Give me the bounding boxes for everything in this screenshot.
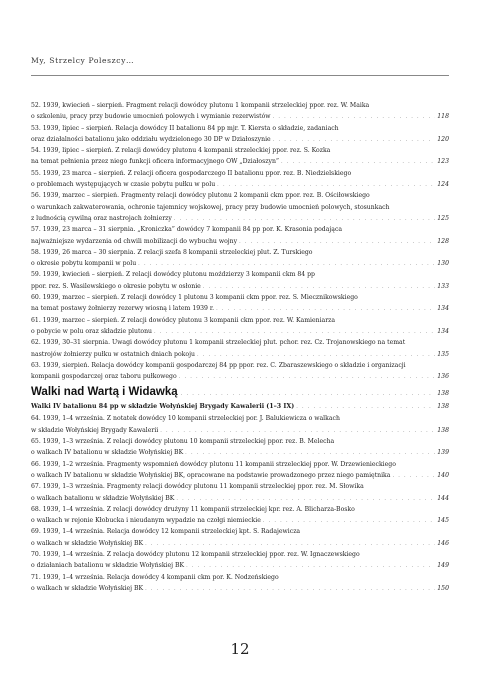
- toc-entry-text: 57. 1939, 23 marca – 31 sierpnia. „Kroniczka” dowódcy 7 kompanii 84 pp por. K. Krasonia podająca: [31, 226, 343, 234]
- toc-entry-text: 63. 1939, sierpień. Relacja dowódcy kompanii gospodarczej 84 pp ppor. rez. C. Zbaraszewskiego o składzie i organizacji: [31, 361, 406, 369]
- toc-entry-text: o walkach IV batalionu w składzie Wołyńskiej BK, opracowane na podstawie prowadzonego przez niego pamiętnika: [31, 471, 391, 479]
- subsection-title: Walki IV batalionu 84 pp w składzie Wołyńskiej Brygady Kawalerii (1–3 IX): [31, 403, 295, 411]
- toc-entry-text: 54. 1939, lipiec – sierpień. Z relacji dowódcy plutonu 4 kompanii strzeleckiej ppor. rez. S. Kozka: [31, 147, 331, 155]
- toc-entry-text: o pobycie w polu oraz składzie plutonu: [31, 327, 153, 335]
- table-of-contents: [31, 100, 449, 594]
- toc-entry-line: [31, 583, 449, 594]
- dot-leader: [186, 561, 435, 571]
- toc-entry-line: [31, 560, 449, 571]
- toc-entry-text: z ludnością cywilną oraz nastrojach żołnierzy: [31, 214, 172, 222]
- toc-entry-line: [31, 292, 449, 303]
- toc-entry-line: [31, 111, 449, 122]
- toc-entry-text: 70. 1939, 1–4 września. Z relacja dowódcy plutonu 12 kompanii strzeleckiej ppor. rez. W. Ignaczewskiego: [31, 550, 360, 558]
- header-rule: [31, 75, 449, 76]
- toc-entry-page: 123: [437, 158, 449, 166]
- dot-leader: [145, 539, 435, 549]
- page-number: 12: [230, 640, 250, 658]
- toc-entry-text: najważniejsze wydarzenia od chwili mobilizacji do wybuchu wojny: [31, 237, 238, 245]
- toc-entry-page: 136: [437, 373, 449, 381]
- toc-entry-text: 71. 1939, 1–4 września. Relacja dowódcy 4 kompanii ckm por. K. Nodzeńskiego: [31, 573, 279, 581]
- toc-entry-text: o walkach w składzie Wołyńskiej BK: [31, 539, 144, 547]
- dot-leader: [273, 112, 436, 122]
- toc-entry-text: o walkach w rejonie Kłobucka i nieudanym wypadzie na czołgi niemieckie: [31, 517, 261, 525]
- toc-entry-line: [31, 447, 449, 458]
- toc-entry-line: [31, 337, 449, 348]
- toc-entry-line: [31, 269, 449, 280]
- dot-leader: [263, 516, 435, 526]
- dot-leader: [176, 494, 435, 504]
- toc-entry-page: 145: [437, 517, 449, 525]
- toc-entry-line: [31, 515, 449, 526]
- toc-entry-text: ppor. rez. S. Wasilewskiego o okresie pobytu w osłonie: [31, 282, 201, 290]
- subsection-heading: [31, 401, 449, 413]
- toc-entry-page: 149: [437, 562, 449, 570]
- toc-entry-text: 68. 1939, 1–4 września. Z relacji dowódcy drużyny 11 kompanii strzeleckiej kpr. rez. A. Blicharza-Bosko: [31, 505, 355, 513]
- toc-entry-text: 62. 1939, 30–31 sierpnia. Uwagi dowódcy plutonu 1 kompanii strzeleckiej plut. pchor. rez. Cz. Trojanowskiego na temat: [31, 339, 406, 347]
- toc-entry-text: 66. 1939, 1–2 września. Fragmenty wspomnień dowódcy plutonu 11 kompanii strzeleckiej ppor. W. Drzewienieckiego: [31, 460, 396, 468]
- dot-leader: [154, 327, 435, 337]
- toc-entry-text: o walkach IV batalionu w składzie Wołyńskiej BK: [31, 449, 184, 457]
- toc-entry-page: 135: [437, 350, 449, 358]
- dot-leader: [216, 304, 435, 314]
- toc-entry-page: 118: [437, 113, 449, 121]
- toc-entry-line: [31, 168, 449, 179]
- toc-entry-page: 128: [437, 237, 449, 245]
- dot-leader: [138, 259, 435, 269]
- toc-entry-text: 61. 1939, marzec – sierpień. Z relacji dowódcy plutonu 3 kompanii ckm ppor. rez. W. Kamieniarza: [31, 316, 336, 324]
- toc-entry-text: 64. 1939, 1–4 września. Z notatek dowódcy 10 kompanii strzeleckiej por. J. Balukiewicza o walkach: [31, 415, 340, 423]
- toc-entry-line: [31, 303, 449, 314]
- toc-entry-line: [31, 100, 449, 111]
- toc-entry-line: [31, 493, 449, 504]
- toc-entry-page: 133: [437, 282, 449, 290]
- toc-entries-group-b: [31, 413, 449, 594]
- dot-leader: [185, 448, 435, 458]
- toc-entry-line: [31, 123, 449, 134]
- toc-entry-text: o walkach w składzie Wołyńskiej BK: [31, 584, 144, 592]
- toc-entry-page: 150: [437, 584, 449, 592]
- dot-leader: [217, 180, 435, 190]
- toc-entry-text: 67. 1939, 1–3 września. Fragmenty relacji dowódcy plutonu 11 kompanii strzeleckiej ppor. rez. M. Słowika: [31, 483, 364, 491]
- running-head: My, Strzelcy Poleszcy…: [31, 56, 135, 65]
- toc-entry-text: nastrojów żołnierzy pułku w ostatnich dniach pokoju: [31, 350, 195, 358]
- toc-entry-line: [31, 470, 449, 481]
- toc-entry-text: 53. 1939, lipiec – sierpień. Relacja dowódcy II batalionu 84 pp mjr. T. Kiersta o składzie, zadaniach: [31, 124, 339, 132]
- toc-entry-line: [31, 145, 449, 156]
- toc-entry-line: [31, 179, 449, 190]
- toc-entry-line: [31, 202, 449, 213]
- toc-entry-text: 58. 1939, 26 marca – 30 sierpnia. Z relacji szefa 8 kompanii strzeleckiej plut. Z. Turskiego: [31, 248, 313, 256]
- toc-entry-line: [31, 360, 449, 371]
- toc-entry-text: na temat pełnienia przez niego funkcji oficera informacyjnego OW „Działoszyn”: [31, 158, 280, 166]
- toc-entry-text: 55. 1939, 23 marca – sierpień. Z relacji oficera gospodarczego II batalionu ppor. rez. B. Niedzielskiego: [31, 169, 352, 177]
- toc-entry-line: [31, 224, 449, 235]
- toc-entry-page: 125: [437, 214, 449, 222]
- toc-entry-line: [31, 134, 449, 145]
- toc-entry-line: [31, 236, 449, 247]
- toc-entry-line: [31, 156, 449, 167]
- toc-entry-line: [31, 526, 449, 537]
- toc-entry-text: 69. 1939, 1–4 września. Relacja dowódcy 12 kompanii strzeleckiej kpt. S. Radajewicza: [31, 528, 301, 536]
- toc-entry-text: o walkach batalionu w składzie Wołyńskiej BK: [31, 494, 175, 502]
- section-page: 138: [437, 390, 449, 398]
- toc-entry-page: 134: [437, 327, 449, 335]
- dot-leader: [392, 471, 435, 481]
- toc-entry-text: w składzie Wołyńskiej Brygady Kawalerii: [31, 426, 159, 434]
- toc-entry-line: [31, 549, 449, 560]
- toc-entry-line: [31, 504, 449, 515]
- toc-entry-line: [31, 315, 449, 326]
- toc-entry-page: 124: [437, 181, 449, 189]
- dot-leader: [181, 386, 435, 401]
- toc-entry-page: 134: [437, 305, 449, 313]
- dot-leader: [145, 584, 435, 594]
- dot-leader: [239, 237, 435, 247]
- toc-entry-page: 140: [437, 471, 449, 479]
- toc-entry-text: na temat postawy żołnierzy rezerwy wiosną i latem 1939 r.: [31, 305, 215, 313]
- toc-entry-line: [31, 538, 449, 549]
- dot-leader: [160, 426, 435, 436]
- toc-entry-line: [31, 459, 449, 470]
- toc-entry-line: [31, 572, 449, 583]
- toc-entry-text: kompanii gospodarczej oraz taboru pułkowego: [31, 373, 177, 381]
- toc-entry-line: [31, 326, 449, 337]
- toc-entry-text: o warunkach zakwaterowania, ochronie tajemnicy wojskowej, pracy przy budowie umocnień polowych, stosunkach: [31, 203, 390, 211]
- dot-leader: [273, 135, 436, 145]
- dot-leader: [197, 350, 435, 360]
- toc-entry-line: [31, 281, 449, 292]
- toc-entry-line: [31, 349, 449, 360]
- section-title: Walki nad Wartą i Widawką: [31, 386, 178, 399]
- toc-entry-text: o problemach występujących w czasie pobytu pułku w polu: [31, 181, 216, 189]
- dot-leader: [174, 214, 435, 224]
- toc-entry-line: [31, 190, 449, 201]
- toc-entry-text: 59. 1939, kwiecień – sierpień. Z relacji dowódcy plutonu moździerzy 3 kompanii ckm 84 pp: [31, 271, 315, 279]
- toc-entry-line: [31, 247, 449, 258]
- toc-entry-line: [31, 413, 449, 424]
- toc-entry-line: [31, 481, 449, 492]
- dot-leader: [281, 157, 435, 167]
- dot-leader: [179, 372, 436, 382]
- section-heading: [31, 384, 449, 401]
- dot-leader: [296, 401, 435, 413]
- toc-entry-page: 138: [437, 426, 449, 434]
- toc-entry-text: 52. 1939, kwiecień – sierpień. Fragment relacji dowódcy plutonu 1 kompanii strzeleckiej ppor. rez. W. Maika: [31, 102, 370, 109]
- toc-entries-group-a: [31, 100, 449, 382]
- toc-entry-text: 56. 1939, marzec – sierpień. Fragmenty relacji dowódcy plutonu 2 kompanii ckm ppor. rez. B. Ościłowskiego: [31, 192, 370, 200]
- toc-entry-text: oraz działalności batalionu jako oddziału wydzielonego 30 DP w Działoszynie: [31, 135, 271, 143]
- dot-leader: [203, 282, 435, 292]
- toc-entry-page: 146: [437, 539, 449, 547]
- toc-entry-text: o okresie pobytu kompanii w polu: [31, 260, 137, 268]
- toc-entry-text: 60. 1939, marzec – sierpień. Z relacji dowódcy 1 plutonu 3 kompanii ckm ppor. rez. S. Miecznikowskiego: [31, 294, 358, 302]
- toc-entry-line: [31, 258, 449, 269]
- toc-entry-page: 130: [437, 260, 449, 268]
- toc-entry-page: 120: [437, 135, 449, 143]
- toc-entry-page: 144: [437, 494, 449, 502]
- toc-entry-page: 139: [437, 449, 449, 457]
- toc-entry-text: o szkoleniu, pracy przy budowie umocnień polowych i wymianie rezerwistów: [31, 113, 271, 121]
- subsection-page: 138: [437, 403, 449, 411]
- toc-entry-text: 65. 1939, 1–3 września. Z relacji dowódcy plutonu 10 kompanii strzeleckiej ppor. rez. B. Melecha: [31, 438, 335, 446]
- toc-entry-line: [31, 371, 449, 382]
- toc-entry-text: o działaniach batalionu w składzie Wołyńskiej BK: [31, 562, 185, 570]
- toc-entry-line: [31, 436, 449, 447]
- toc-entry-line: [31, 213, 449, 224]
- toc-entry-line: [31, 425, 449, 436]
